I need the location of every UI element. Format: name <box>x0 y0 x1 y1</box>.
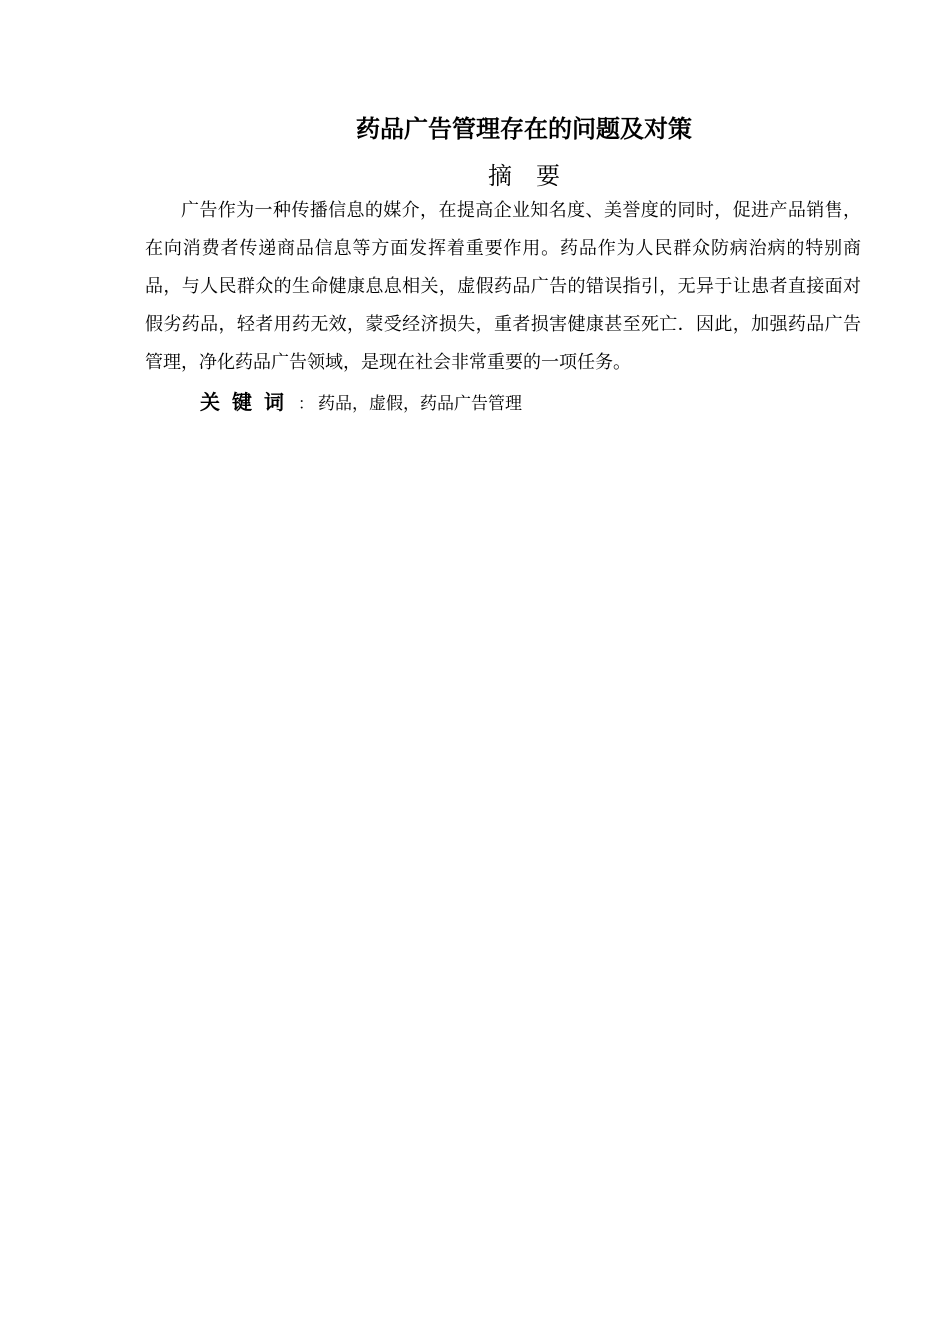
keywords-line <box>200 385 820 421</box>
abstract-heading-char-2: 要 <box>536 162 560 190</box>
abstract-heading-char-1: 摘 <box>488 162 512 190</box>
keywords-separator: ： <box>298 394 315 413</box>
abstract-paragraph: 广告作为一种传播信息的媒介，在提高企业知名度、美誉度的同时，促进产品销售，在向消费者传递商品信息等方面发挥着重要作用。药品作为人民群众防病治病的特别商品，与人民群众的生命健康息息相关，虚假药品广告的错误指引，无异于让患者直接面对假劣药品，轻者用药无效，蒙受经济损失，重者损害健康甚至死亡．因此，加强药品广告管理，净化药品广告领域，是现在社会非常重要的一项任务。 <box>145 200 861 373</box>
keywords-value: 药品，虚假，药品广告管理 <box>318 394 523 414</box>
keywords-label: 关键词 <box>200 390 296 414</box>
abstract-heading <box>0 160 950 192</box>
document-title: 药品广告管理存在的问题及对策 <box>356 115 692 143</box>
